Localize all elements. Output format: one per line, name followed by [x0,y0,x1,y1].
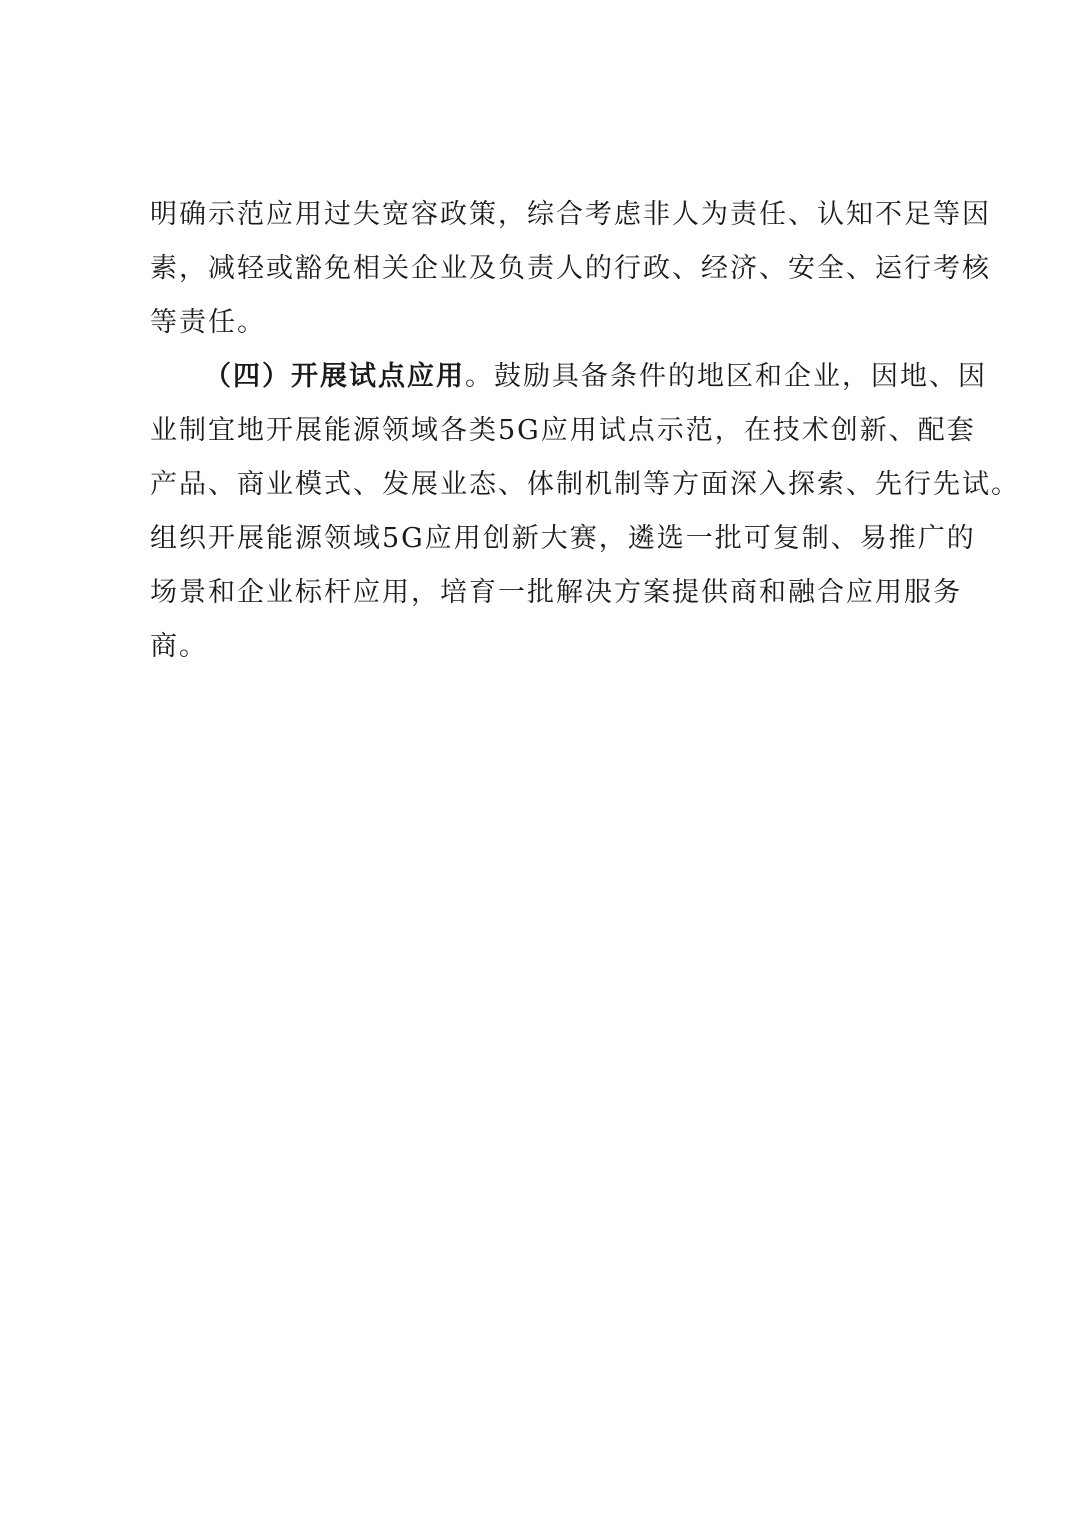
text-line: 组织开展能源领域5G应用创新大赛，遴选一批可复制、易推广的 [150,523,976,554]
text-line: 业制宜地开展能源领域各类5G应用试点示范，在技术创新、配套 [150,415,976,446]
text-line: 商。 [150,631,208,662]
text-line: 场景和企业标杆应用，培育一批解决方案提供商和融合应用服务 [150,577,962,608]
paragraph-pilot-application [150,350,1020,674]
text-run: 。鼓励具备条件的地区和企业，因地、因 [465,361,987,392]
text-line: 明确示范应用过失宽容政策，综合考虑非人为责任、认知不足等因 [150,199,991,230]
section-heading: （四）开展试点应用 [204,361,465,392]
text-line: 素，减轻或豁免相关企业及负责人的行政、经济、安全、运行考核 [150,253,991,284]
text-line [150,350,987,404]
text-line: 产品、商业模式、发展业态、体制机制等方面深入探索、先行先试。 [150,469,1020,500]
text-line: 等责任。 [150,307,266,338]
document-body [150,188,1020,674]
paragraph-policy-tolerance [150,188,991,350]
